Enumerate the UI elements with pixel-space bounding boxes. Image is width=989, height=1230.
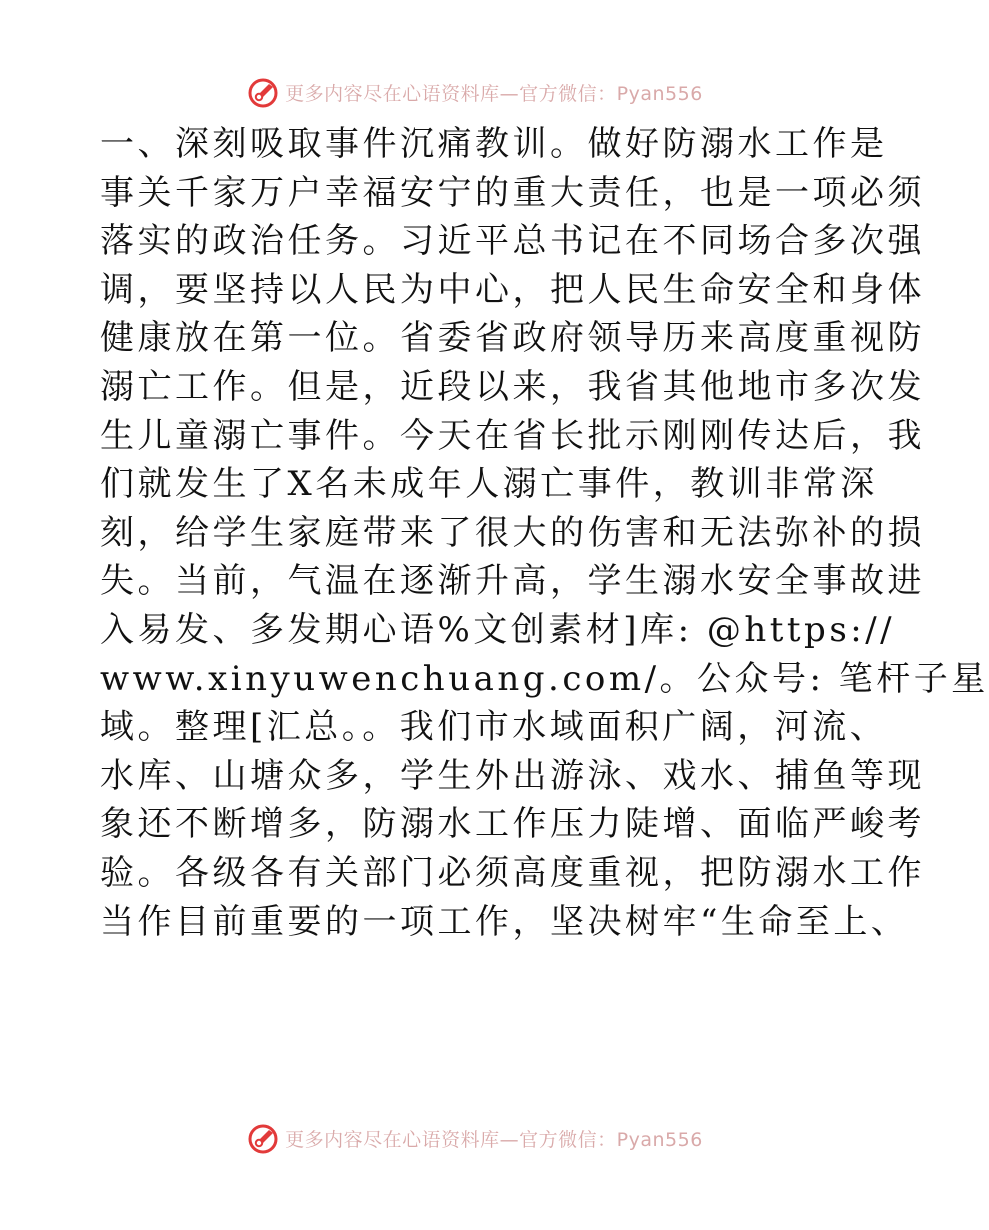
body-line: 象还不断增多，防溺水工作压力陡增、面临严峻考 <box>100 804 925 845</box>
footer-separator: — <box>499 1128 520 1151</box>
body-line: 域。整理[汇总。。我们市水域面积广阔，河流、 <box>100 707 888 748</box>
body-line: 失。当前，气温在逐渐升高，学生溺水安全事故进 <box>100 561 925 602</box>
body-line: 生儿童溺亡事件。今天在省长批示刚刚传达后，我 <box>100 415 925 456</box>
header-site-text: 更多内容尽在心语资料库 <box>285 82 500 105</box>
brand-logo-icon <box>247 75 281 109</box>
body-line: 溺亡工作。但是，近段以来，我省其他地市多次发 <box>100 366 925 407</box>
header-separator: — <box>499 82 520 105</box>
body-line: 调，要坚持以人民为中心，把人民生命安全和身体 <box>100 269 925 310</box>
body-line: 落实的政治任务。习近平总书记在不同场合多次强 <box>100 221 925 262</box>
document-body <box>100 120 989 946</box>
body-line: 一、深刻吸取事件沉痛教训。做好防溺水工作是 <box>100 124 888 164</box>
footer-site-text: 更多内容尽在心语资料库 <box>285 1128 500 1151</box>
body-line: 健康放在第一位。省委省政府领导历来高度重视防 <box>100 318 925 359</box>
body-line: 事关千家万户幸福安宁的重大责任，也是一项必须 <box>100 172 925 213</box>
body-line: 刻，给学生家庭带来了很大的伤害和无法弥补的损 <box>100 512 925 553</box>
brand-logo-icon <box>247 1121 281 1155</box>
body-line: 验。各级各有关部门必须高度重视，把防溺水工作 <box>100 852 925 893</box>
body-line: 们就发生了X名未成年人溺亡事件，教训非常深 <box>100 464 878 505</box>
body-line: 入易发、多发期心语%文创素材]库: @https:// <box>100 609 896 650</box>
body-line: www.xinyuwenchuang.com/。公众号: 笔杆子星 <box>100 658 989 699</box>
header-watermark <box>0 72 950 112</box>
body-line: 当作目前重要的一项工作，坚决树牢“生命至上、 <box>100 901 909 942</box>
footer-watermark <box>0 1118 950 1158</box>
body-line: 水库、山塘众多，学生外出游泳、戏水、捕鱼等现 <box>100 755 925 796</box>
header-contact-text: 官方微信：Pyan556 <box>519 82 703 105</box>
footer-contact-text: 官方微信：Pyan556 <box>519 1128 703 1151</box>
